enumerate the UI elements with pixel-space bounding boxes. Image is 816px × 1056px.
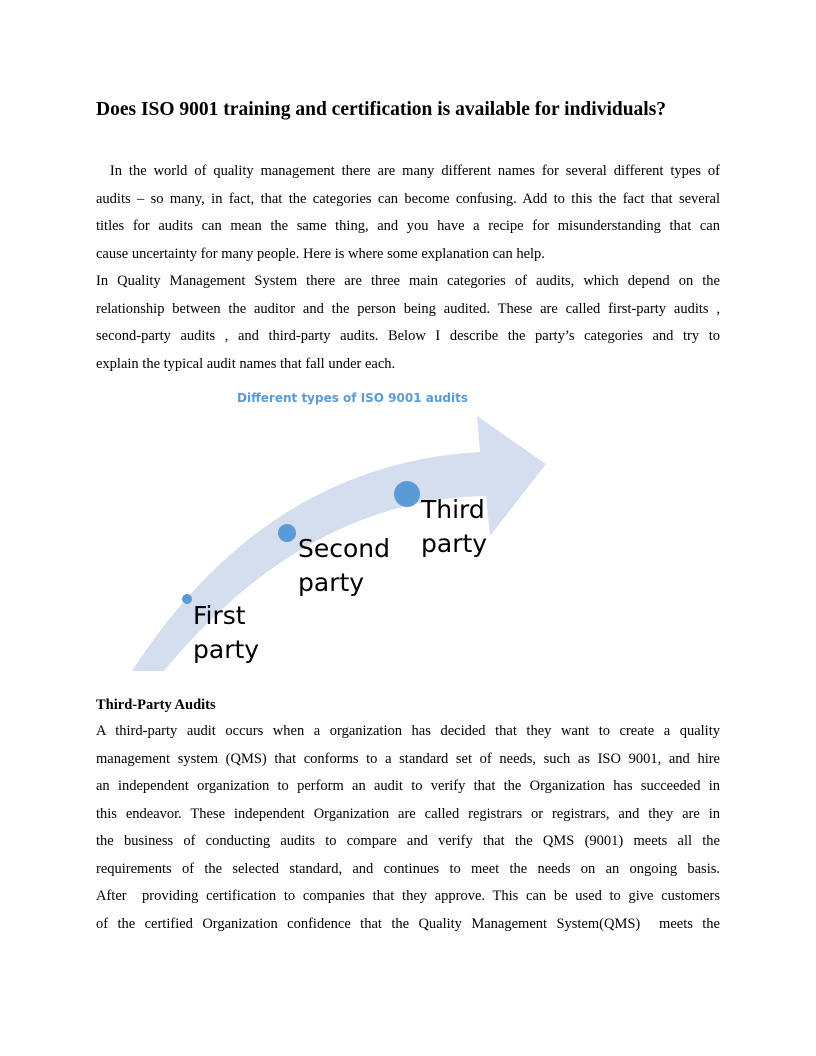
intro-line: titles for audits can mean the same thing, and you have a recipe for misunderstanding that can bbox=[96, 218, 720, 234]
section-line: the business of conducting audits to compare and verify that the QMS (9001) meets all the bbox=[96, 833, 720, 849]
first-party-label-line1: First bbox=[193, 601, 246, 630]
intro-line: audits – so many, in fact, that the categories can become confusing. Add to this the fact that several bbox=[96, 190, 720, 207]
section-line: A third-party audit occurs when a organization has decided that they want to create a quality bbox=[96, 723, 720, 739]
second-party-dot bbox=[278, 524, 296, 542]
first-party-dot bbox=[182, 594, 192, 604]
intro-line: relationship between the auditor and the person being audited. These are called first-party audits , bbox=[96, 300, 720, 317]
intro-line: In the world of quality management there are many different names for several different types of bbox=[96, 163, 720, 179]
third-party-label-line2: party bbox=[421, 529, 488, 558]
section-line: an independent organization to perform an audit to verify that the Organization has succeeded in bbox=[96, 778, 720, 794]
section-line: this endeavor. These independent Organization are called registrars or registrars, and they are in bbox=[96, 805, 720, 822]
intro-paragraph bbox=[96, 158, 720, 378]
section-heading: Third-Party Audits bbox=[96, 697, 216, 713]
intro-line: explain the typical audit names that fall under each. bbox=[96, 355, 396, 372]
page-title: Does ISO 9001 training and certification is available for individuals? bbox=[96, 99, 667, 120]
second-party-label-line1: Second bbox=[298, 534, 391, 563]
second-party-label-line2: party bbox=[298, 568, 365, 597]
intro-line: In Quality Management System there are three main categories of audits, which depend on the bbox=[96, 273, 720, 289]
third-party-label-line1: Third bbox=[421, 495, 485, 524]
intro-line: second-party audits , and third-party audits. Below I describe the party’s categories and try to bbox=[96, 328, 720, 344]
section-line: management system (QMS) that conforms to a standard set of needs, such as ISO 9001, and hire bbox=[96, 750, 720, 767]
intro-line: cause uncertainty for many people. Here is where some explanation can help. bbox=[96, 245, 545, 262]
audit-types-diagram bbox=[96, 384, 566, 684]
third-party-paragraph bbox=[96, 718, 720, 938]
first-party-label-line2: party bbox=[193, 635, 260, 664]
section-line: requirements of the selected standard, and continues to meet the needs on an ongoing basis. bbox=[96, 860, 720, 877]
third-party-dot bbox=[394, 481, 420, 507]
section-line: of the certified Organization confidence that the Quality Management System(QMS) meets the bbox=[96, 915, 720, 932]
diagram-title: Different types of ISO 9001 audits bbox=[237, 391, 468, 405]
section-line: After providing certification to companies that they approve. This can be used to give customers bbox=[96, 888, 720, 904]
